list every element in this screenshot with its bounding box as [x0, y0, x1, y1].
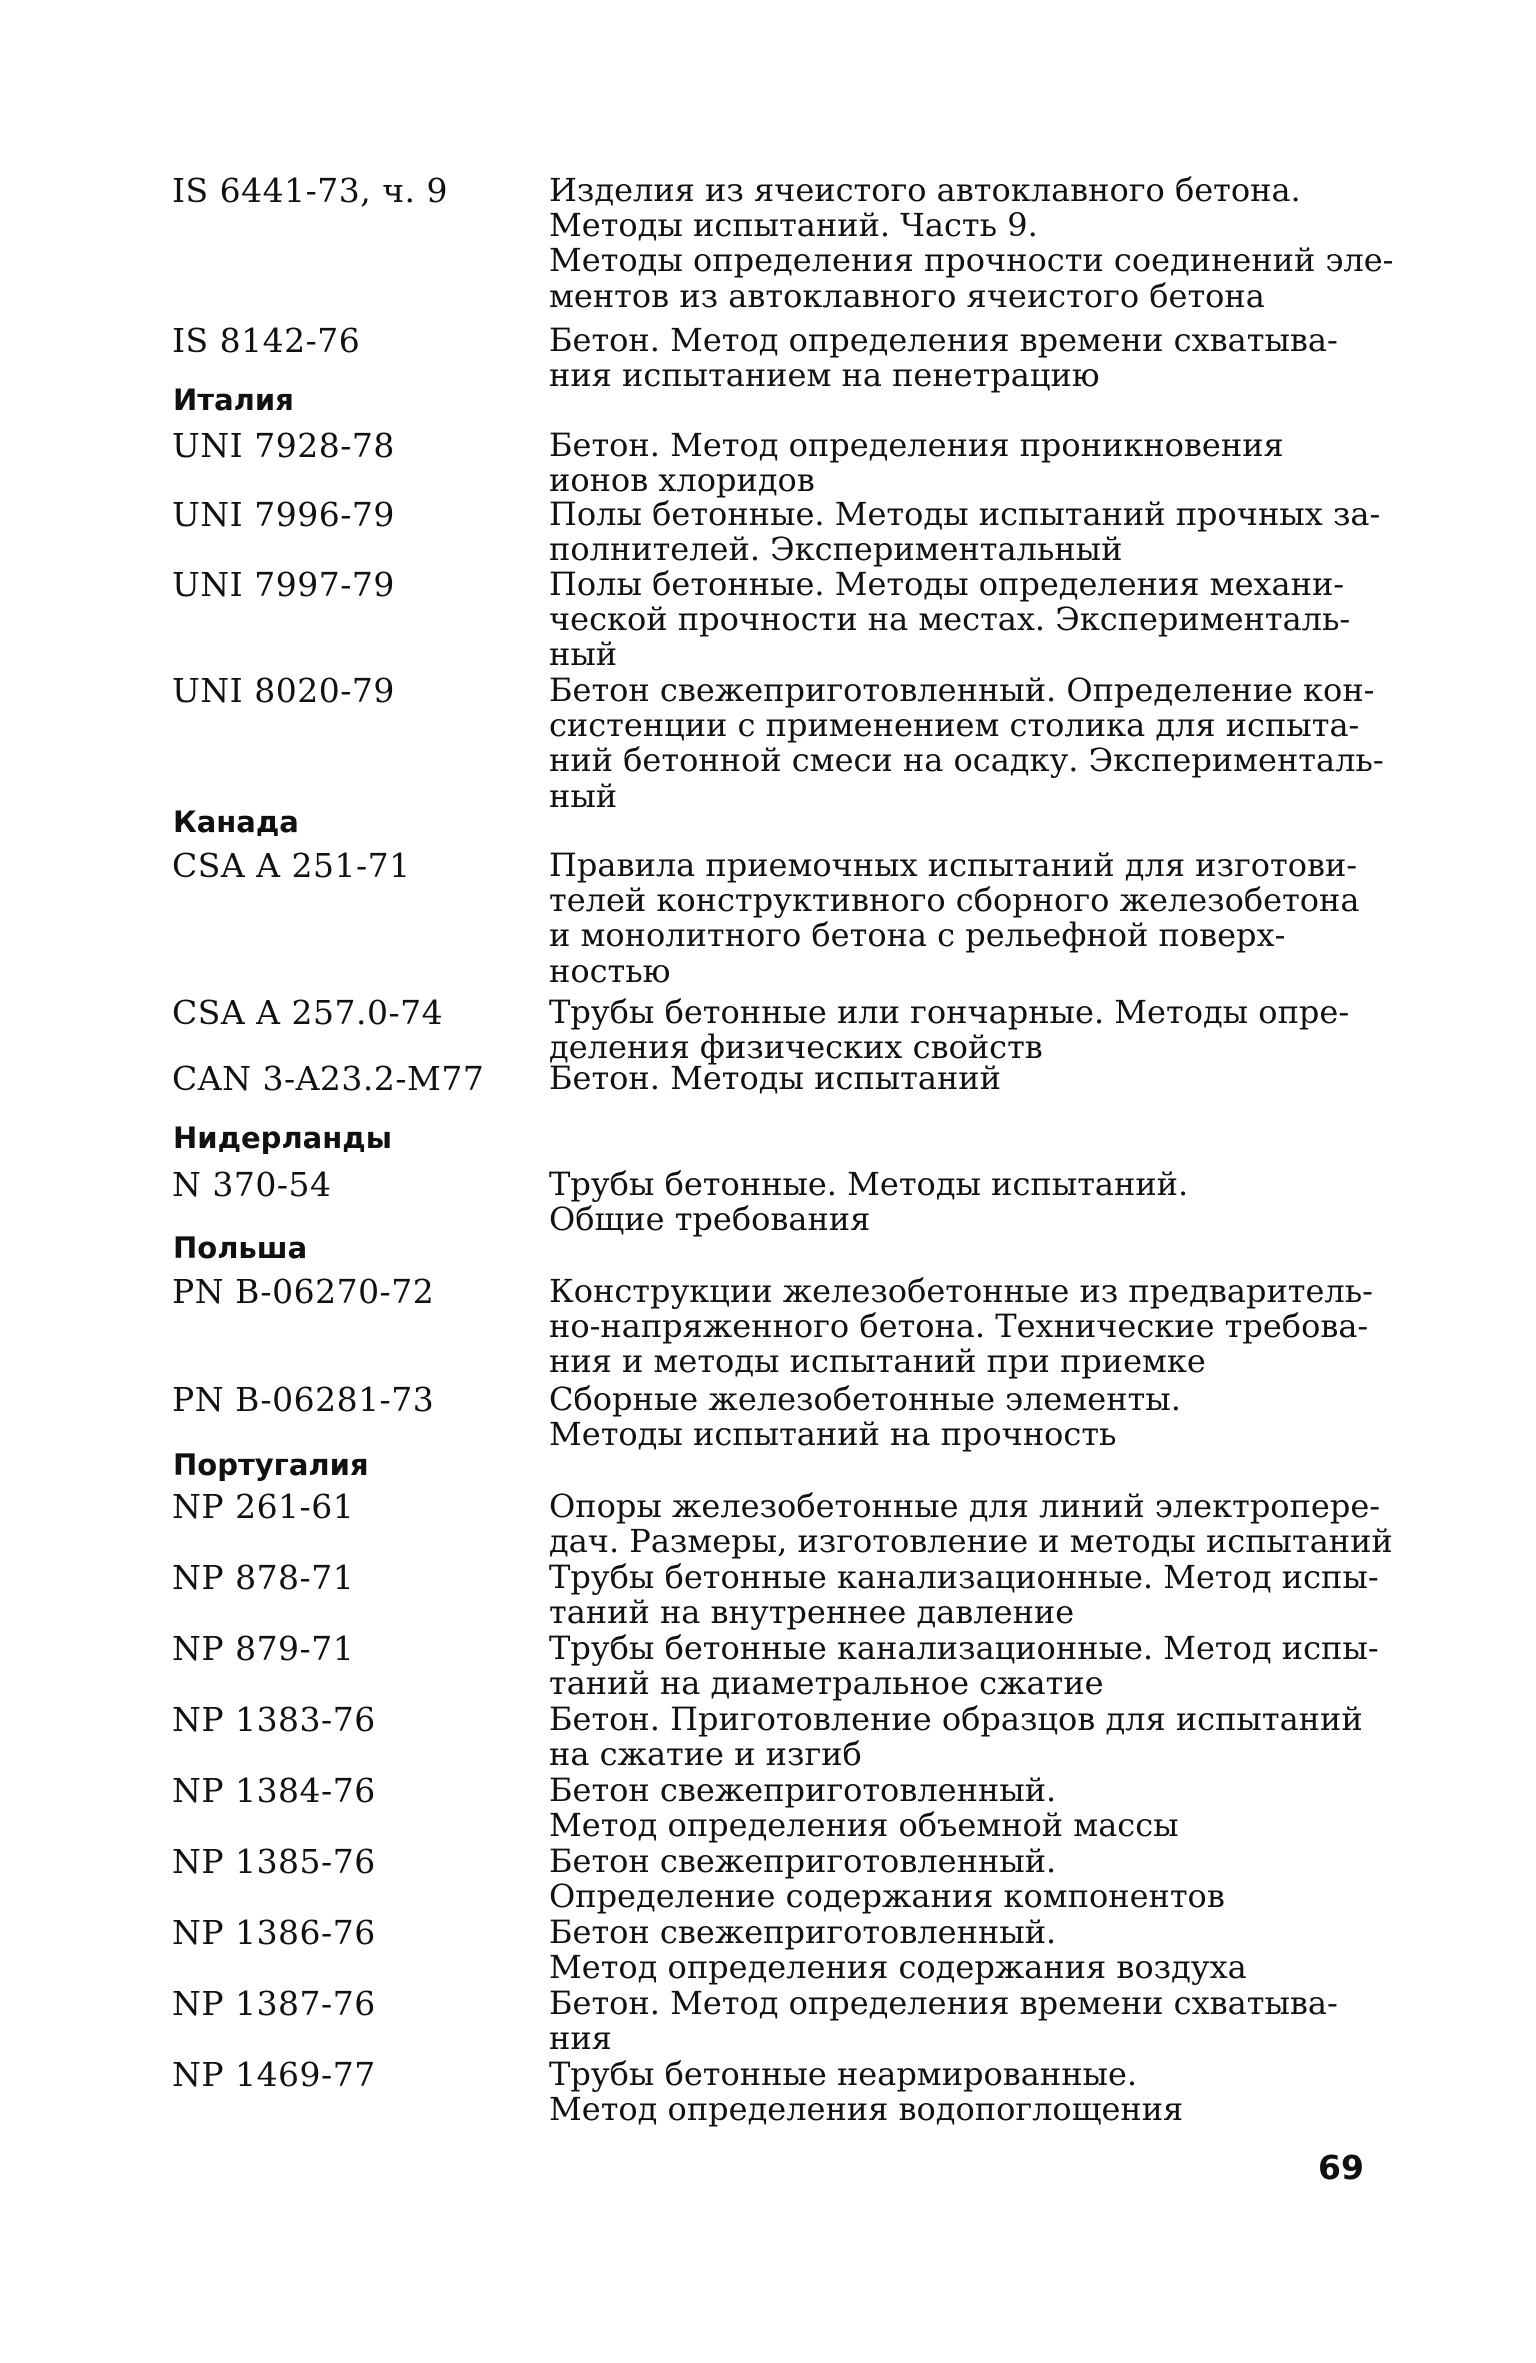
- standard-code: UNI 7996-79: [172, 495, 395, 534]
- standard-description: [549, 1061, 1364, 1096]
- description-line: Общие требования: [549, 1200, 871, 1239]
- description-line: ионов хлоридов: [549, 461, 815, 500]
- description-line: таний на внутреннее давление: [549, 1593, 1075, 1632]
- description-line: Сборные железобетонные элементы.: [549, 1380, 1181, 1418]
- description-line: но-напряженного бетона. Технические требова-: [549, 1307, 1369, 1346]
- standard-description: [549, 1844, 1364, 1914]
- description-line: Бетон. Метод определения времени схватыва-: [549, 1984, 1338, 2022]
- description-line: Изделия из ячеистого автоклавного бетона.: [549, 171, 1301, 209]
- description-line: Методы испытаний на прочность: [549, 1415, 1117, 1454]
- standard-code: N 370-54: [172, 1165, 332, 1204]
- country-heading-poland: Польша: [173, 1231, 308, 1265]
- description-line: Опоры железобетонные для линий электропере-: [549, 1487, 1381, 1525]
- description-line: ментов из автоклавного ячеистого бетона: [549, 276, 1265, 315]
- standard-description: [549, 1702, 1364, 1772]
- standard-code: NP 878-71: [172, 1558, 355, 1597]
- standard-description: [549, 171, 1394, 315]
- standard-code: NP 1387-76: [172, 1984, 376, 2023]
- standard-description: [549, 1167, 1364, 1237]
- description-line: ный: [549, 635, 618, 674]
- description-line: Трубы бетонные канализационные. Метод испы-: [549, 1558, 1379, 1596]
- standard-code: CSA A 257.0-74: [172, 993, 444, 1032]
- description-line: ний бетонной смеси на осадку. Эксперименталь-: [549, 741, 1384, 780]
- standard-code: NP 1383-76: [172, 1700, 376, 1739]
- standard-description: [549, 671, 1384, 815]
- country-heading-canada: Канада: [173, 805, 299, 839]
- description-line: телей конструктивного сборного железобетона: [549, 881, 1360, 920]
- description-line: деления физических свойств: [549, 1028, 1043, 1067]
- standard-code: IS 8142-76: [172, 321, 361, 360]
- standard-code: UNI 7928-78: [172, 426, 395, 465]
- description-line: Методы определения прочности соединений эле-: [549, 241, 1394, 280]
- description-line: Методы испытаний. Часть 9.: [549, 206, 1038, 245]
- standard-code: NP 1384-76: [172, 1771, 376, 1810]
- description-line: ния и методы испытаний при приемке: [549, 1342, 1206, 1381]
- description-line: Конструкции железобетонные из предваритель-: [549, 1272, 1373, 1310]
- country-heading-italy: Италия: [173, 383, 294, 417]
- description-line: Бетон. Приготовление образцов для испытаний: [549, 1700, 1363, 1738]
- description-line: Полы бетонные. Методы определения механи-: [549, 565, 1345, 603]
- description-line: и монолитного бетона с рельефной поверх-: [549, 916, 1286, 955]
- description-line: Полы бетонные. Методы испытаний прочных за-: [549, 495, 1381, 533]
- standard-description: [549, 323, 1364, 393]
- standard-description: [549, 495, 1381, 569]
- description-line: ния испытанием на пенетрацию: [549, 356, 1100, 395]
- country-heading-netherlands: Нидерланды: [173, 1121, 392, 1155]
- standard-description: [549, 1487, 1393, 1561]
- standard-description: [549, 995, 1364, 1065]
- description-line: Определение содержания компонентов: [549, 1877, 1225, 1916]
- standard-code: NP 1469-77: [172, 2055, 376, 2094]
- description-line: Бетон. Метод определения времени схватыва-: [549, 321, 1338, 359]
- description-line: ностью: [549, 951, 671, 990]
- description-line: Правила приемочных испытаний для изготови-: [549, 846, 1358, 884]
- description-line: Метод определения водопоглощения: [549, 2090, 1184, 2129]
- standard-description: [549, 1629, 1379, 1703]
- description-line: Бетон свежеприготовленный.: [549, 1913, 1057, 1951]
- standard-description: [549, 1915, 1364, 1985]
- description-line: дач. Размеры, изготовление и методы испытаний: [549, 1522, 1393, 1561]
- standard-code: NP 261-61: [172, 1487, 355, 1526]
- standard-code: NP 1386-76: [172, 1913, 376, 1952]
- standard-code: NP 1385-76: [172, 1842, 376, 1881]
- description-line: на сжатие и изгиб: [549, 1735, 862, 1774]
- description-line: ческой прочности на местах. Эксперименталь-: [549, 600, 1351, 639]
- standard-code: CAN 3-A23.2-M77: [172, 1059, 485, 1098]
- standard-description: [549, 1558, 1379, 1632]
- standard-description: [549, 567, 1364, 673]
- standard-description: [549, 1773, 1364, 1843]
- description-line: Трубы бетонные неармированные.: [549, 2055, 1138, 2093]
- standard-description: [549, 848, 1364, 989]
- standard-code: PN B-06281-73: [172, 1380, 435, 1419]
- description-line: Бетон свежеприготовленный.: [549, 1842, 1057, 1880]
- description-line: Трубы бетонные. Методы испытаний.: [549, 1165, 1189, 1203]
- description-line: ный: [549, 776, 618, 815]
- country-heading-portugal: Португалия: [173, 1448, 369, 1482]
- standard-code: IS 6441-73, ч. 9: [172, 171, 449, 210]
- description-line: Бетон. Метод определения проникновения: [549, 426, 1284, 464]
- standard-code: CSA A 251-71: [172, 846, 411, 885]
- standard-description: [549, 1272, 1373, 1381]
- description-line: Бетон свежеприготовленный. Определение кон-: [549, 671, 1375, 709]
- standard-code: NP 879-71: [172, 1629, 355, 1668]
- description-line: Трубы бетонные или гончарные. Методы опре-: [549, 993, 1350, 1031]
- standard-description: [549, 1382, 1364, 1452]
- page-number: 69: [1318, 2148, 1364, 2187]
- description-line: Метод определения объемной массы: [549, 1806, 1179, 1845]
- standard-code: PN B-06270-72: [172, 1272, 435, 1311]
- description-line: Бетон. Методы испытаний: [549, 1059, 1001, 1097]
- description-line: Бетон свежеприготовленный.: [549, 1771, 1057, 1809]
- standard-description: [549, 2057, 1364, 2127]
- description-line: систенции с применением столика для испыта-: [549, 706, 1360, 745]
- description-line: ния: [549, 2019, 612, 2058]
- description-line: полнителей. Экспериментальный: [549, 530, 1123, 569]
- description-line: Трубы бетонные канализационные. Метод испы-: [549, 1629, 1379, 1667]
- standard-code: UNI 7997-79: [172, 565, 395, 604]
- standard-code: UNI 8020-79: [172, 671, 395, 710]
- description-line: таний на диаметральное сжатие: [549, 1664, 1104, 1703]
- standard-description: [549, 428, 1364, 498]
- standard-description: [549, 1986, 1364, 2056]
- description-line: Метод определения содержания воздуха: [549, 1948, 1247, 1987]
